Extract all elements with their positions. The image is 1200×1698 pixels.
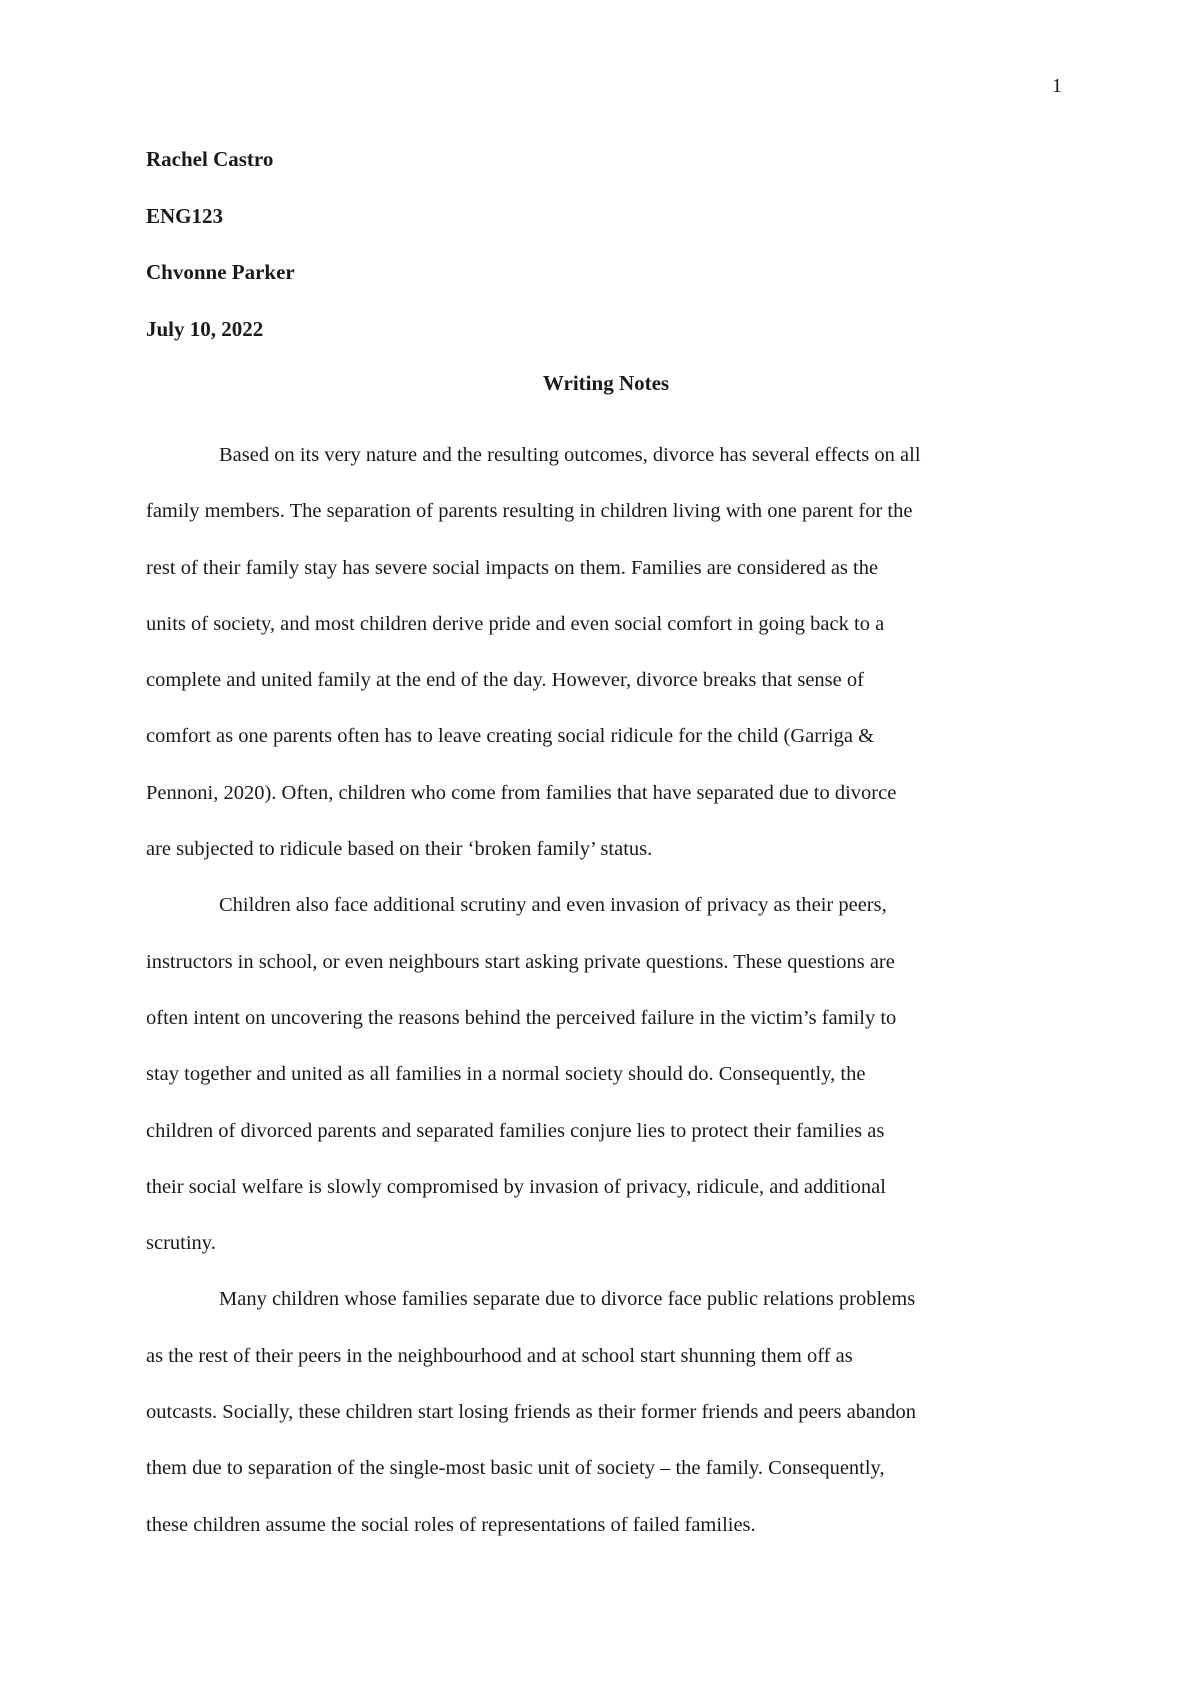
paragraph-line: family members. The separation of parents resulting in children living with one parent for the bbox=[146, 500, 913, 523]
paragraph-line: Pennoni, 2020). Often, children who come from families that have separated due to divorce bbox=[146, 781, 897, 804]
paragraph-line: their social welfare is slowly compromised by invasion of privacy, ridicule, and additional bbox=[146, 1175, 886, 1198]
paragraph-line: complete and united family at the end of the day. However, divorce breaks that sense of bbox=[146, 669, 864, 692]
course-code: ENG123 bbox=[146, 203, 224, 228]
paragraph-line: often intent on uncovering the reasons behind the perceived failure in the victim’s family to bbox=[146, 1006, 897, 1029]
paragraph-line: as the rest of their peers in the neighbourhood and at school start shunning them off as bbox=[146, 1344, 853, 1367]
paragraph bbox=[146, 877, 1066, 1271]
paragraph-line: them due to separation of the single-most basic unit of society – the family. Consequently, bbox=[146, 1457, 885, 1480]
paragraph-line: children of divorced parents and separated families conjure lies to protect their families as bbox=[146, 1119, 885, 1142]
paragraph-line: are subjected to ridicule based on their ‘broken family’ status. bbox=[146, 838, 653, 861]
author-name: Rachel Castro bbox=[146, 147, 274, 171]
paragraph-line: these children assume the social roles of representations of failed families. bbox=[146, 1513, 756, 1536]
header-block bbox=[146, 146, 1066, 372]
paragraph-line: instructors in school, or even neighbours start asking private questions. These questions are bbox=[146, 950, 895, 973]
paragraph-line: units of society, and most children derive pride and even social comfort in going back to a bbox=[146, 612, 885, 635]
paragraph bbox=[146, 427, 1066, 877]
paragraph-line: Children also face additional scrutiny and even invasion of privacy as their peers, bbox=[219, 894, 887, 917]
document-title: Writing Notes bbox=[542, 371, 670, 395]
page-number: 1 bbox=[1052, 75, 1062, 97]
paragraph-line: comfort as one parents often has to leave creating social ridicule for the child (Garriga & bbox=[146, 725, 875, 748]
paragraph bbox=[146, 1271, 1066, 1552]
document-body bbox=[146, 427, 1066, 1553]
paragraph-line: scrutiny. bbox=[146, 1232, 216, 1255]
paragraph-line: rest of their family stay has severe social impacts on them. Families are considered as the bbox=[146, 556, 879, 579]
paragraph-line: Many children whose families separate due to divorce face public relations problems bbox=[219, 1288, 916, 1311]
paragraph-line: Based on its very nature and the resulting outcomes, divorce has several effects on all bbox=[219, 444, 921, 466]
document-date: July 10, 2022 bbox=[146, 316, 264, 341]
paragraph-line: outcasts. Socially, these children start losing friends as their former friends and peers abandon bbox=[146, 1401, 917, 1424]
paragraph-line: stay together and united as all families in a normal society should do. Consequently, the bbox=[146, 1063, 866, 1086]
instructor-name: Chvonne Parker bbox=[146, 260, 295, 284]
